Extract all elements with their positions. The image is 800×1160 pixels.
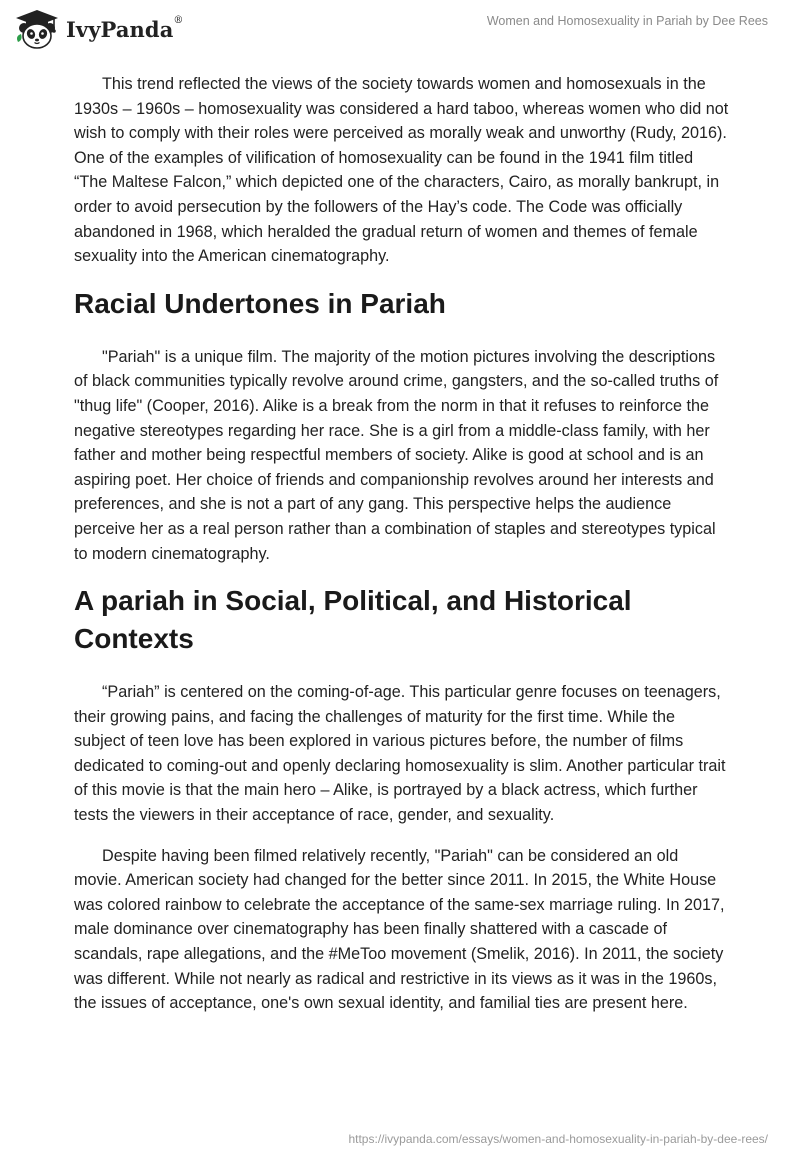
section-heading-contexts: A pariah in Social, Political, and Historical Contexts: [74, 585, 632, 655]
paragraph: “Pariah” is centered on the coming-of-age. This particular genre focuses on teenagers, their growing pains, and facing the challenges of maturity for the first time. While the subject of teen love has been explored in various pictures before, the number of films dedicated to coming-out and openly declaring homosexuality is slim. Another particular trait of this movie is that the main hero – Alike, is portrayed by a black actress, which further tests the viewers in their acceptance of race, gender, and sexuality.: [74, 683, 726, 825]
ivypanda-logo[interactable]: [14, 8, 184, 50]
paragraph: Despite having been filmed relatively recently, "Pariah" can be considered an old movie. American society had changed for the better since 2011. In 2015, the White House was colored rainbow to celebrate the acceptance of the same-sex marriage ruling. In 2017, male dominance over cinematography has been finally shattered with a cascade of scandals, rape allegations, and the #MeToo movement (Smelik, 2016). In 2011, the society was different. While not nearly as radical and restrictive in its views as it was in the 1960s, the issues of acceptance, one's own sexual identity, and familial ties are present here.: [74, 846, 725, 1013]
section-heading-racial-undertones: Racial Undertones in Pariah: [74, 287, 446, 319]
document-title: Women and Homosexuality in Pariah by Dee Rees: [486, 14, 768, 28]
essay-body: [74, 72, 730, 1032]
brand-name: IvyPanda®: [66, 14, 184, 42]
panda-graduate-icon: [14, 8, 60, 50]
source-url-link[interactable]: https://ivypanda.com/essays/women-and-homosexuality-in-pariah-by-dee-rees/: [348, 1132, 768, 1146]
paragraph: "Pariah" is a unique film. The majority of the motion pictures involving the descriptions of black communities typically revolve around crime, gangsters, and the so-called truths of "thug life" (Cooper, 2016). Alike is a break from the norm in that it refuses to reinforce the negative stereotypes regarding her race. She is a girl from a middle-class family, with her father and mother being respectful members of society. Alike is good at school and is an aspiring poet. Her choice of friends and companionship revolves around her interests and preferences, and she is not a part of any gang. This perspective helps the audience perceive her as a real person rather than a combination of staples and stereotypes typical to modern cinematography.: [74, 347, 719, 563]
page-header: [0, 0, 800, 60]
paragraph: This trend reflected the views of the society towards women and homosexuals in the 1930s – 1960s – homosexuality was considered a hard taboo, whereas women who did not wish to comply with their roles were perceived as morally weak and unworthy (Rudy, 2016). One of the examples of vilification of homosexuality can be found in the 1941 film titled “The Maltese Falcon,” which depicted one of the characters, Cairo, as morally bankrupt, in order to avoid persecution by the followers of the Hay’s code. The Code was officially abandoned in 1968, which heralded the gradual return of women and themes of female sexuality into the American cinematography.: [74, 75, 729, 266]
